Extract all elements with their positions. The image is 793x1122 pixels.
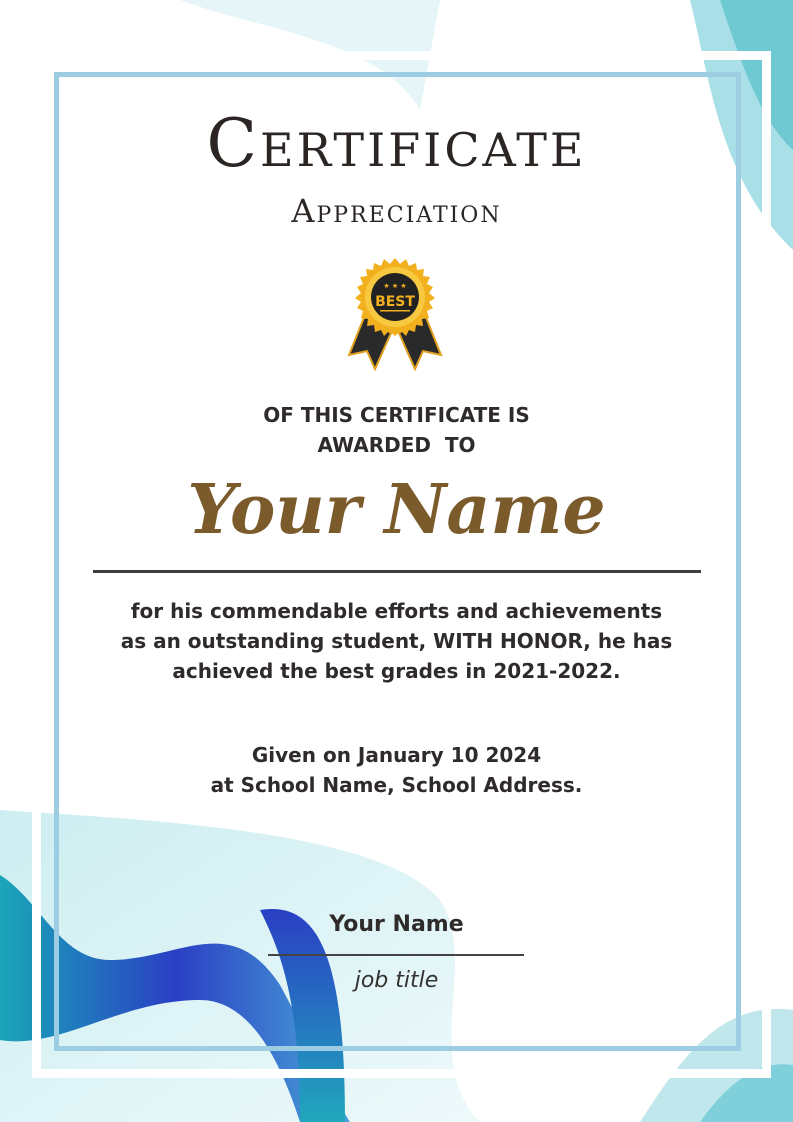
best-medal-icon (345, 255, 445, 373)
certificate-title: Certificate (206, 105, 587, 182)
awarded-line-2: AWARDED TO (317, 433, 476, 457)
given-info (0, 740, 793, 800)
body-line-1: for his commendable efforts and achievements (130, 599, 663, 623)
certificate-subtitle: Appreciation (291, 192, 502, 230)
signer-name: Your Name (329, 912, 464, 937)
given-date: Given on January 10 2024 (251, 743, 542, 767)
body-line-2: as an outstanding student, WITH HONOR, he has (120, 629, 673, 653)
certificate-body (0, 596, 793, 686)
awarded-to-text (0, 400, 793, 460)
recipient-name: Your Name (187, 470, 606, 550)
signature-line (268, 954, 524, 956)
given-place: at School Name, School Address. (210, 773, 583, 797)
awarded-line-1: OF THIS CERTIFICATE IS (263, 403, 530, 427)
badge-text: BEST (375, 294, 415, 310)
body-line-3: achieved the best grades in 2021-2022. (172, 659, 621, 683)
svg-text:★ ★ ★: ★ ★ ★ (383, 282, 407, 290)
signer-job-title: job title (354, 968, 439, 993)
name-underline (93, 570, 701, 573)
